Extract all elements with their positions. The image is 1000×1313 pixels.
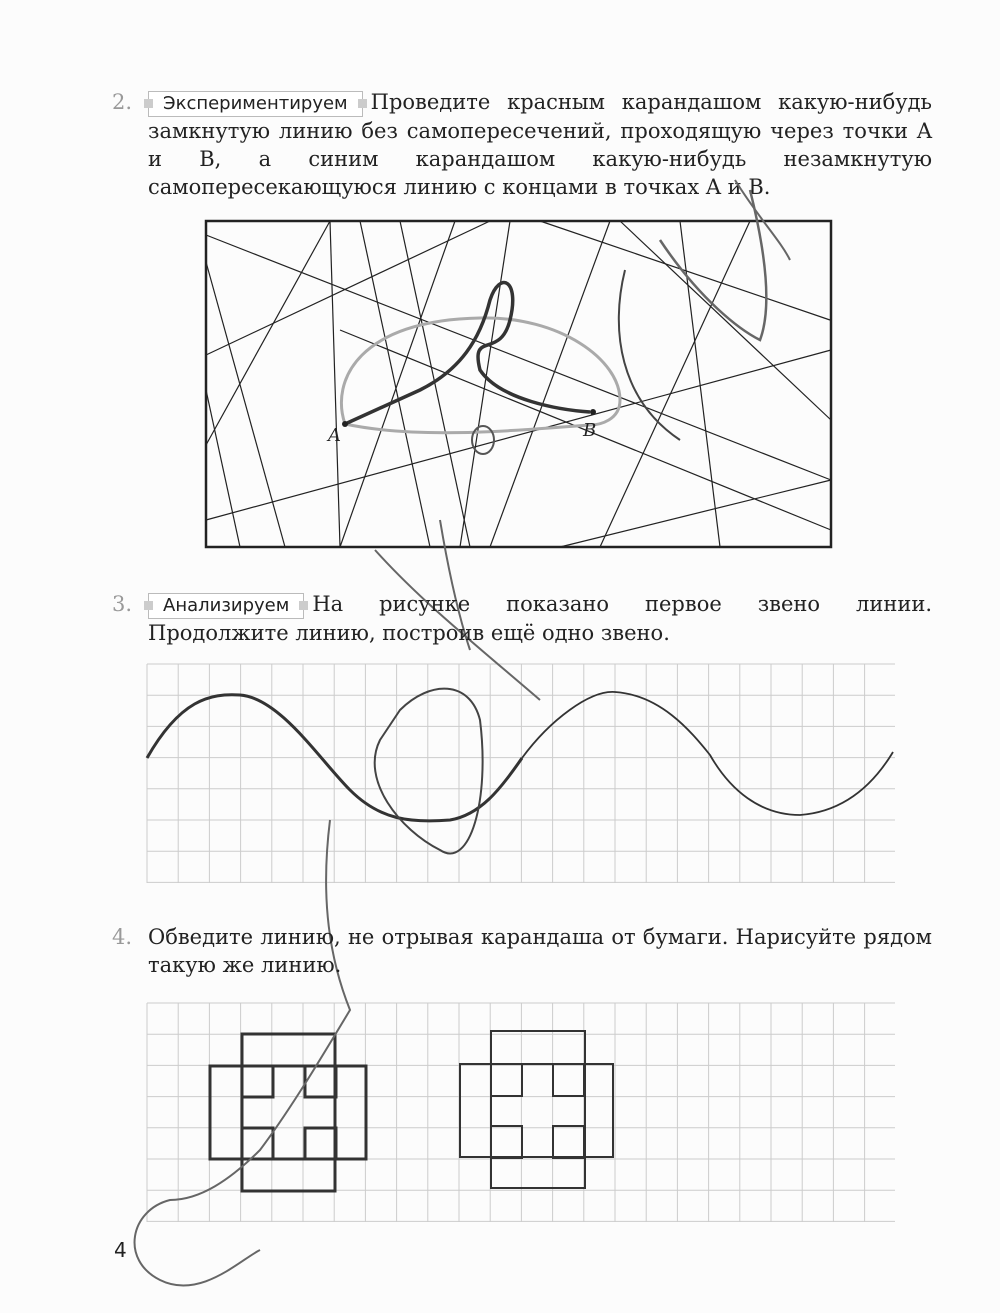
squares-figure: [210, 1034, 366, 1191]
task-text: [148, 590, 932, 647]
point-a-label: A: [328, 425, 341, 446]
lines-figure: [206, 221, 831, 547]
grid-task-4: [147, 1003, 895, 1222]
task-badge: Анализируем: [148, 593, 304, 619]
task-instructions: Проведите красным карандашом какую-нибудь замкнутую линию без самопересечений, проходящую через точки A и B, а синим карандашом какую-нибудь незамкнутую самопересекающуюся линию с концами в точках A и B.: [148, 90, 932, 199]
grid-task-3: [147, 664, 895, 883]
point-b-label: B: [583, 420, 597, 441]
wave-figure: [147, 689, 893, 854]
task-number: 3.: [112, 592, 133, 616]
task-text: Обведите линию, не отрывая карандаша от бумаги. Нарисуйте рядом такую же линию.: [148, 925, 932, 977]
task-4: [112, 923, 932, 979]
squares-copy: [460, 1031, 613, 1188]
pencil-drawings: [341, 190, 766, 454]
task-instructions: На рисунке показано первое звено линии. Продолжите линию, построив ещё одно звено.: [148, 592, 932, 645]
task-3: [112, 590, 932, 647]
task-number: 4.: [112, 925, 133, 949]
task-badge: Экспериментируем: [148, 91, 363, 117]
task-number: 2.: [112, 90, 133, 114]
page-number: 4: [114, 1238, 127, 1262]
